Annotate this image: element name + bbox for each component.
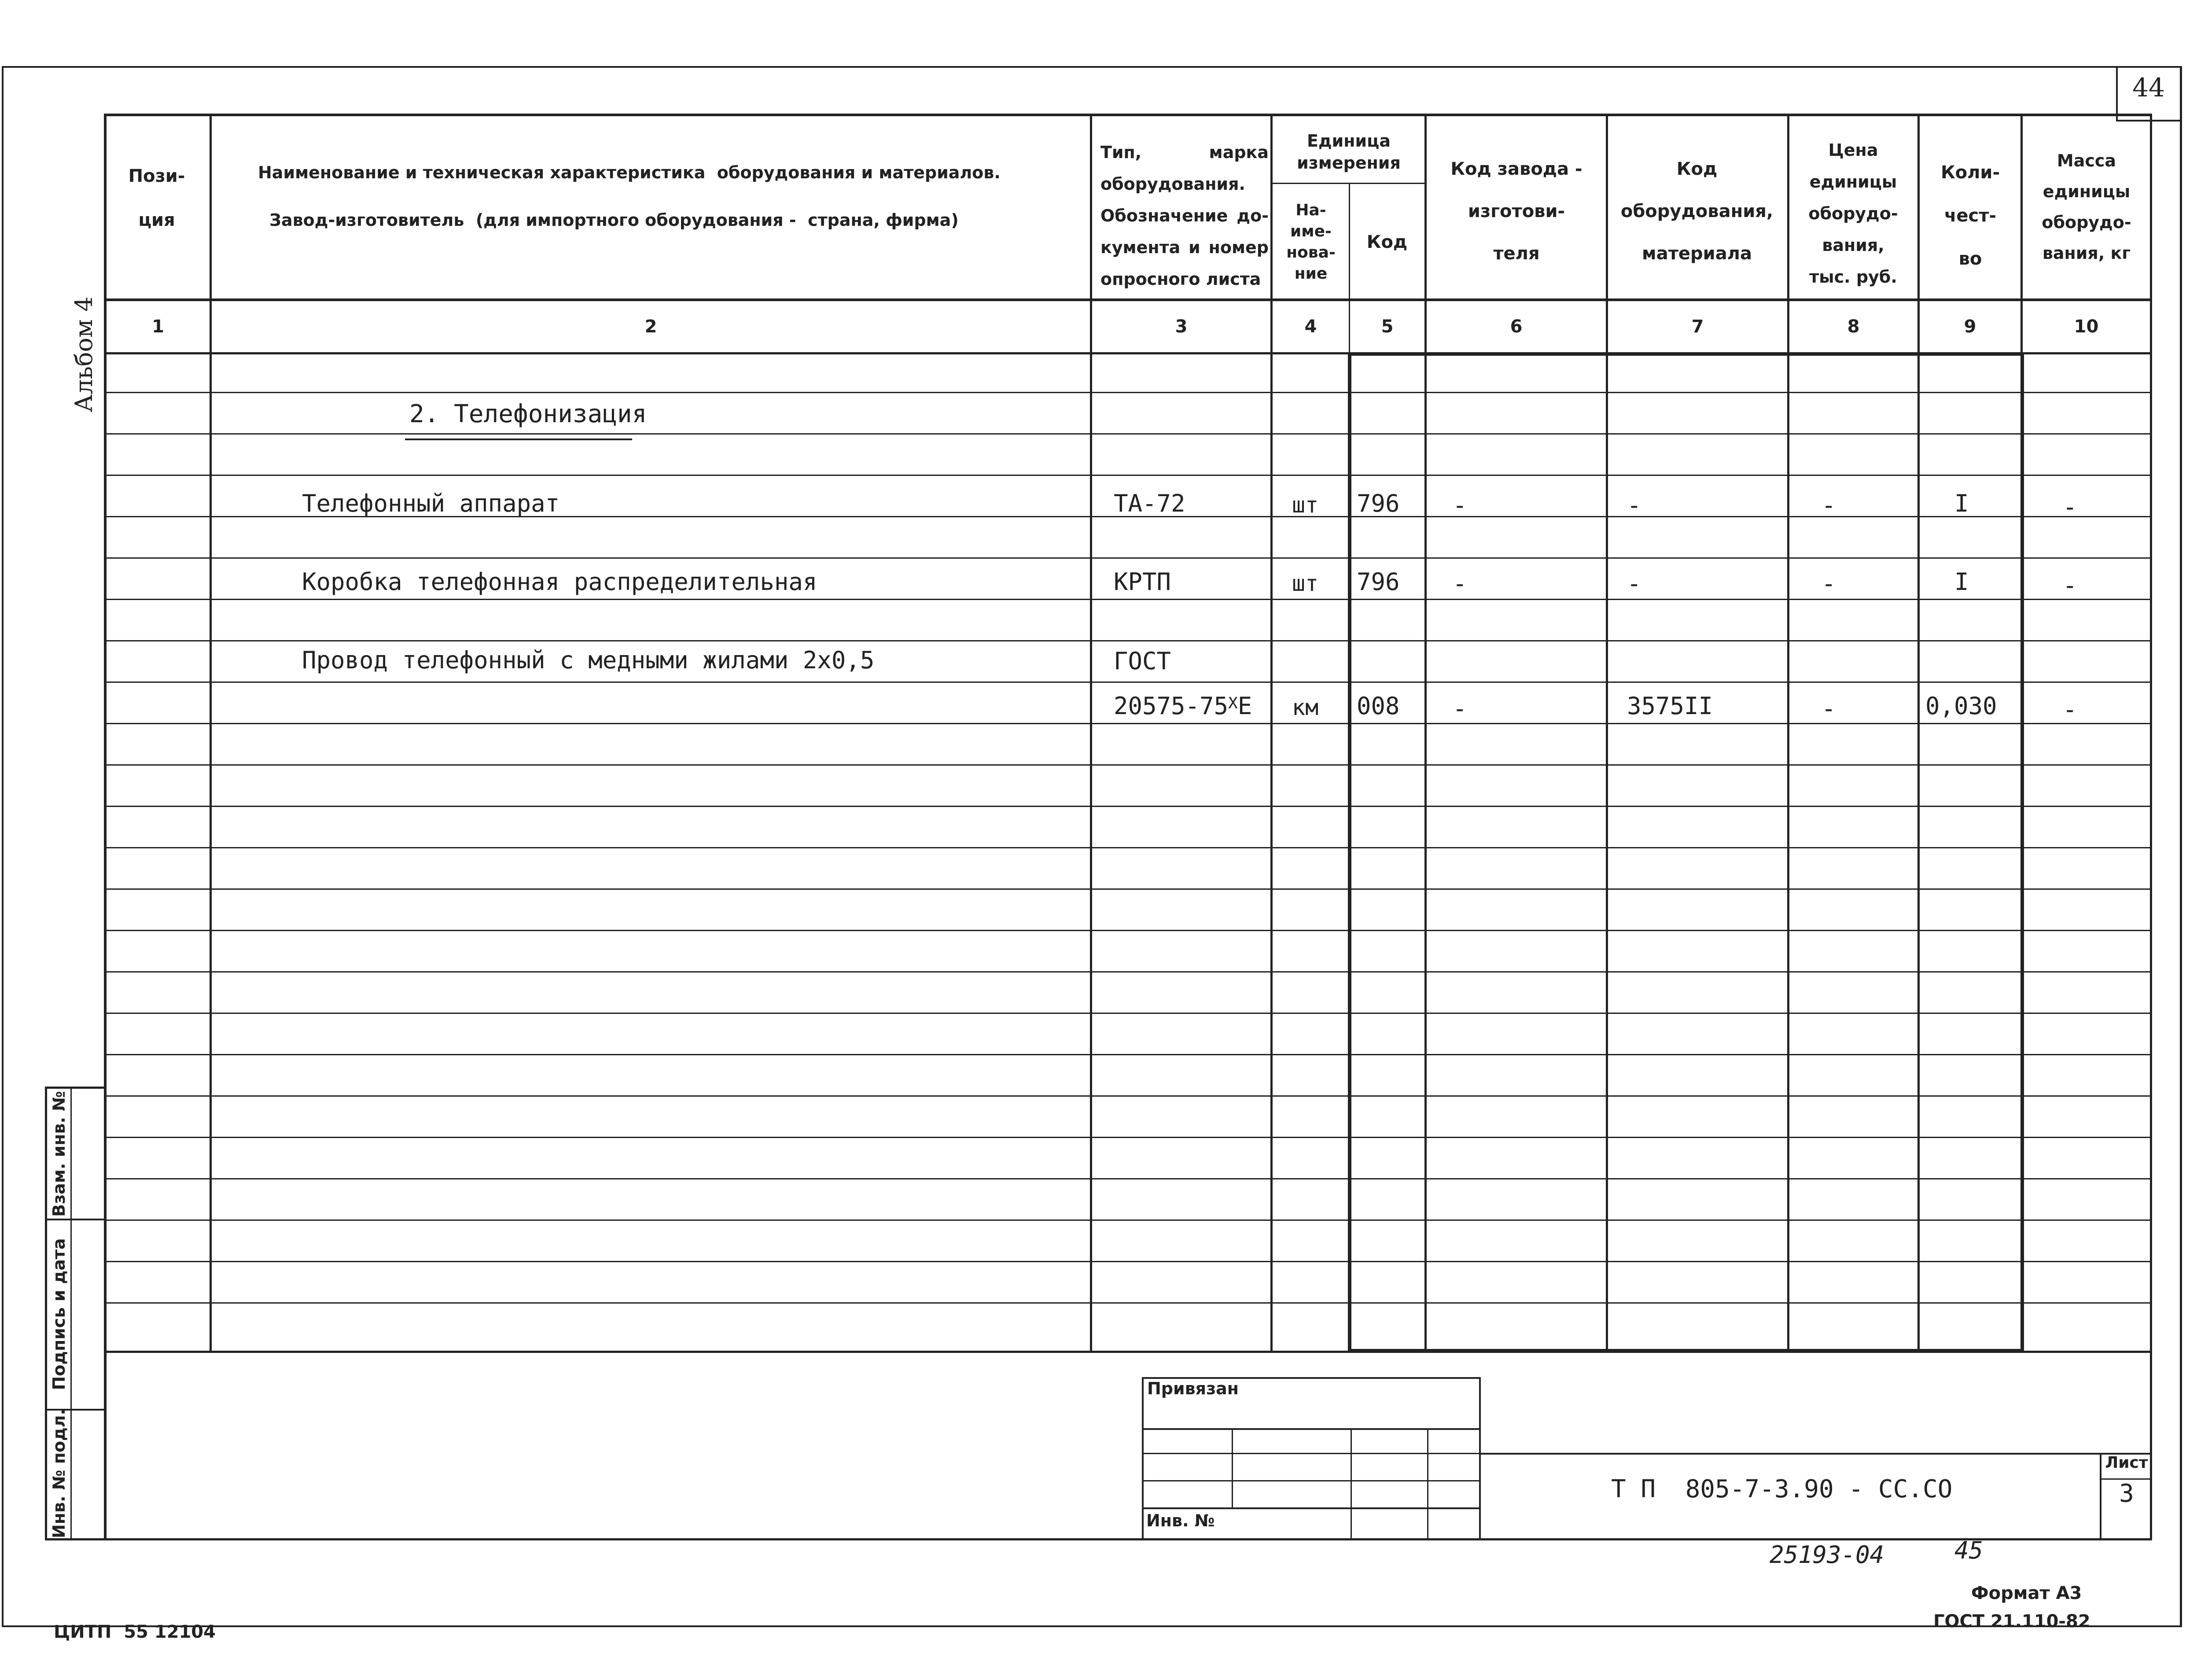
stamp-podpis-data: Подпись и дата <box>49 1238 69 1390</box>
item-mass: - <box>2063 493 2077 521</box>
header-col6: Код завода - изготови- теля <box>1450 159 1582 264</box>
item-quantity: 0,030 <box>1925 692 1997 720</box>
item-unit: шт <box>1292 571 1319 596</box>
footer-left-code: ЦИТП 55 12104 <box>54 1622 216 1642</box>
header-col2-line1: Наименование и техническая характеристика оборудования и материалов. <box>258 163 1001 182</box>
header-col8: Цена единицы оборудо- вания, тыс. руб. <box>1808 140 1898 287</box>
sheet-number: 44 <box>2132 73 2165 103</box>
album-label: Альбом 4 <box>70 296 98 413</box>
column-number: 10 <box>2074 317 2099 337</box>
item-type-superscript: X <box>1228 694 1238 712</box>
handwritten-page: 45 <box>1954 1536 1984 1564</box>
item-mass: - <box>2063 695 2077 723</box>
item-unit-code: 796 <box>1357 567 1400 596</box>
column-number: 4 <box>1304 317 1317 337</box>
item-factory-code: - <box>1453 694 1467 722</box>
column-number: 9 <box>1964 317 1976 337</box>
item-type: ГОСТ <box>1114 647 1171 675</box>
stamp-vzam-inv: Взам. инв. № <box>49 1091 69 1217</box>
column-number: 3 <box>1175 317 1188 337</box>
item-material-code: - <box>1627 569 1641 597</box>
sheet-value: 3 <box>2119 1479 2134 1508</box>
column-number: 5 <box>1381 317 1394 337</box>
footer-gost: ГОСТ 21.110-82 <box>1933 1611 2090 1632</box>
column-number: 7 <box>1691 317 1704 337</box>
header-col7: Код оборудования, материала <box>1620 159 1774 264</box>
sheet-label: Лист <box>2105 1454 2148 1472</box>
item-name: Провод телефонный с медными жилами 2х0,5 <box>302 646 875 674</box>
item-unit-code: 796 <box>1357 489 1400 517</box>
column-number: 2 <box>644 317 657 337</box>
column-number: 6 <box>1510 317 1523 337</box>
item-mass: - <box>2063 571 2077 599</box>
archive-number: 25193-04 <box>1770 1541 1884 1569</box>
item-name: Телефонный аппарат <box>302 489 560 517</box>
header-unit-group: Единица измерения <box>1297 131 1401 173</box>
item-price: - <box>1822 694 1836 722</box>
item-name: Коробка телефонная распределительная <box>302 567 817 596</box>
item-quantity: I <box>1954 489 1969 517</box>
header-col4: На- име- нова- ние <box>1286 201 1336 283</box>
item-quantity: I <box>1954 567 1969 596</box>
item-material-code: - <box>1627 491 1641 519</box>
header-col5: Код <box>1366 232 1408 252</box>
privyazan-label: Привязан <box>1147 1379 1239 1398</box>
item-price: - <box>1822 569 1836 597</box>
item-type: КРТП <box>1114 567 1171 596</box>
section-title: 2. Телефонизация <box>409 399 647 428</box>
item-type-base: 20575-75 <box>1114 692 1229 720</box>
inv-no-label: Инв. № <box>1146 1511 1215 1530</box>
item-type: ТА-72 <box>1114 489 1185 517</box>
item-type-suffix: Е <box>1237 692 1252 720</box>
item-factory-code: - <box>1453 491 1467 519</box>
header-col9: Коли- чест- во <box>1940 162 2000 269</box>
item-material-code: 3575II <box>1627 692 1713 720</box>
header-col2-line2: Завод-изготовитель (для импортного оборудования - страна, фирма) <box>269 210 959 230</box>
header-col3: Тип, марка оборудования. Обозначение до- кумента и номер опросного листа <box>1100 143 1269 289</box>
document-code: Т П 805-7-3.90 - СС.СО <box>1611 1475 1953 1503</box>
item-price: - <box>1822 491 1836 519</box>
item-unit: шт <box>1292 492 1319 518</box>
item-type <box>1114 685 1252 726</box>
column-number: 8 <box>1847 317 1860 337</box>
item-unit-code: 008 <box>1357 692 1400 720</box>
footer-format: Формат А3 <box>1971 1583 2082 1603</box>
column-number: 1 <box>152 317 164 337</box>
header-col10: Масса единицы оборудо- вания, кг <box>2042 151 2131 263</box>
item-unit: км <box>1292 695 1319 720</box>
item-factory-code: - <box>1453 569 1467 597</box>
stamp-inv-podl: Инв. № подл. <box>49 1408 69 1539</box>
header-col1: Пози- ция <box>128 166 185 230</box>
